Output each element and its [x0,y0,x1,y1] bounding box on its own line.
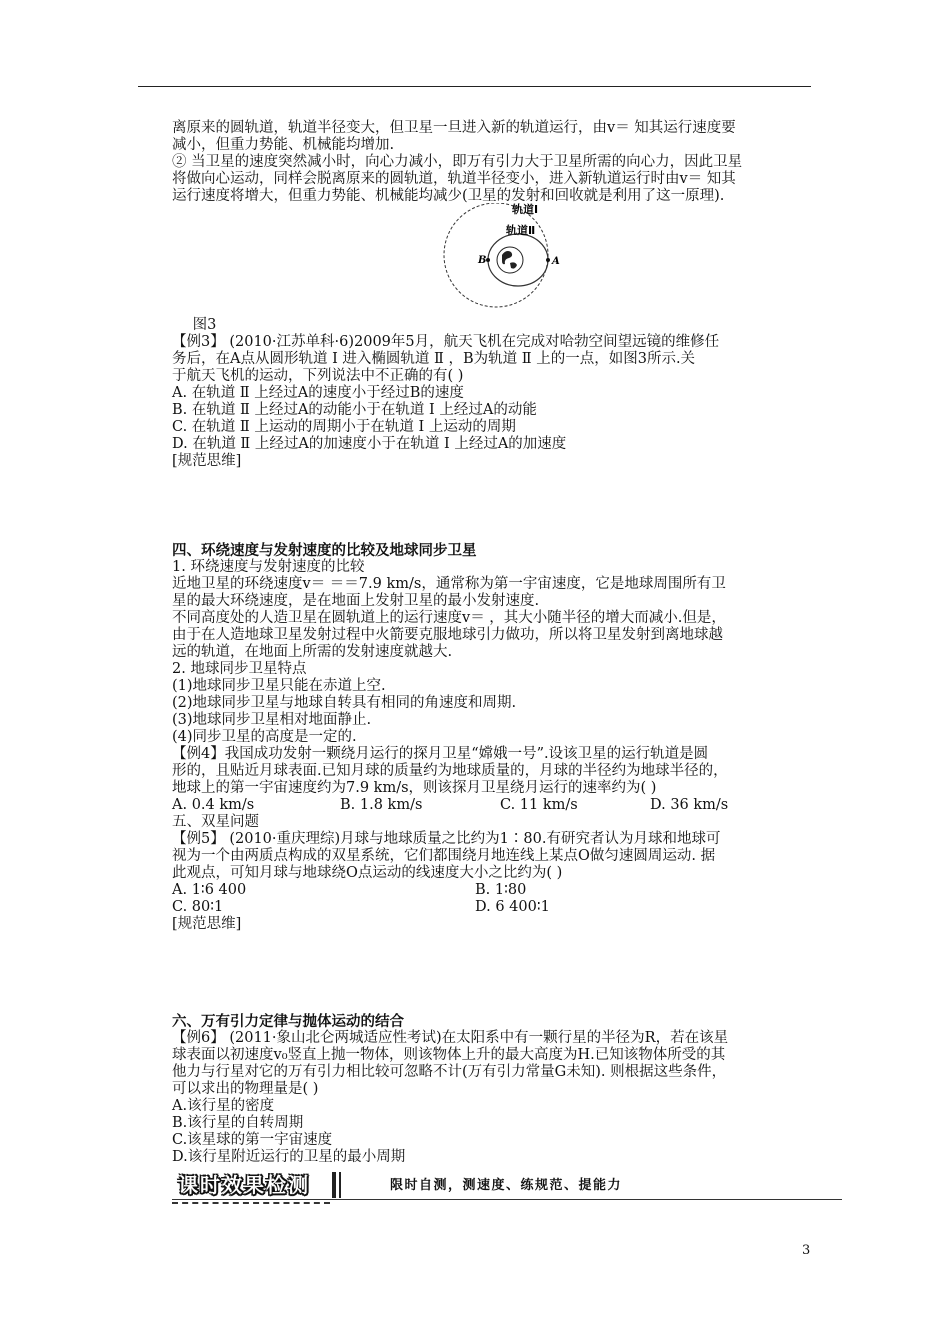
example-line: 他力与行星对它的万有引力相比较可忽略不计(万有引力常量G未知). 则根据这些条件， [172,1064,727,1080]
option-line: B.该行星的自转周期 [172,1115,304,1131]
text-line: (3)地球同步卫星相对地面静止. [172,712,372,728]
orbit-diagram [440,203,560,315]
option-line: B. 在轨道 Ⅱ 上经过A的动能小于在轨道 Ⅰ 上经过A的动能 [172,402,537,418]
option-line: A. 在轨道 Ⅱ 上经过A的速度小于经过B的速度 [172,385,464,401]
option-line: C. 在轨道 Ⅱ 上运动的周期小于在轨道 Ⅰ 上运动的周期 [172,419,516,435]
option: A. 0.4 km/s [172,797,255,813]
example-line: 务后，在A点从圆形轨道 Ⅰ 进入椭圆轨道 Ⅱ ，B为轨道 Ⅱ 上的一点，如图3所示.关 [172,351,696,367]
page-number: 3 [802,1243,811,1258]
example-line: 【例6】 (2011·象山北仑两城适应性考试)在太阳系中有一颗行星的半径为R，若在该星 [172,1030,729,1046]
section-heading: 四、环绕速度与发射速度的比较及地球同步卫星 [172,542,477,559]
text-line: 不同高度处的人造卫星在圆轨道上的运行速度v＝ ，其大小随半径的增大而减小.但是， [172,610,726,626]
example-line: 视为一个由两质点构成的双星系统，它们都围绕月地连线上某点O做匀速圆周运动. 据 [172,848,716,864]
text-line: 星的最大环绕速度，是在地面上发射卫星的最小发射速度. [172,593,540,609]
option: B. 1.8 km/s [340,797,423,813]
orbit-figure [172,205,822,317]
option-grid [172,882,822,916]
option-line: C.该星球的第一宇宙速度 [172,1132,333,1148]
text-line: ② 当卫星的速度突然减小时，向心力减小，即万有引力大于卫星所需的向心力，因此卫星 [172,154,743,170]
example-line: 地球上的第一宇宙速度约为7.9 km/s，则该探月卫星绕月运行的速率约为( ) [172,780,657,796]
banner-baseline [172,1199,842,1200]
option: D. 6 400∶1 [475,899,550,915]
orbit-1-circle [444,203,548,307]
page-content [172,120,822,1166]
text-line: 运行速度将增大，但重力势能、机械能均减少(卫星的发射和回收就是利用了这一原理). [172,188,725,204]
section-heading: 五、双星问题 [172,814,259,830]
example-line: 【例3】 (2010·江苏单科·6)2009年5月，航天飞机在完成对哈勃空间望远镜的维修任 [172,334,720,350]
section-heading: 六、万有引力定律与抛体运动的结合 [172,1013,404,1030]
option-row [172,797,822,814]
option: D. 36 km/s [650,797,729,813]
point-a-label: A [552,256,560,267]
option-line: D. 在轨道 Ⅱ 上经过A的加速度小于在轨道 Ⅰ 上经过A的加速度 [172,436,567,452]
text-line: 2. 地球同步卫星特点 [172,661,307,677]
orbit-1-label: 轨道Ⅰ [512,203,539,216]
figure-caption: 图3 [192,317,217,333]
banner-divider [339,1172,341,1198]
text-line: 由于在人造地球卫星发射过程中火箭要克服地球引力做功，所以将卫星发射到离地球越 [172,627,723,643]
text-line: 1. 环绕速度与发射速度的比较 [172,559,365,575]
example-line: 【例5】 (2010·重庆理综)月球与地球质量之比约为1∶80.有研究者认为月球和地球可 [172,831,721,847]
thinking-label: [规范思维] [172,453,242,469]
example-line: 形的，且贴近月球表面.已知月球的质量约为地球质量的，月球的半径约为地球半径的， [172,763,728,779]
text-line: 远的轨道，在地面上所需的发射速度就越大. [172,644,453,660]
orbit-2-label: 轨道Ⅱ [506,224,536,237]
example-line: 此观点，可知月球与地球绕O点运动的线速度大小之比约为( ) [172,865,563,881]
example-line: 球表面以初速度v₀竖直上抛一物体，则该物体上升的最大高度为H.已知该物体所受的其 [172,1047,726,1063]
text-line: 减小，但重力势能、机械能均增加. [172,137,395,153]
option-line: D.该行星附近运行的卫星的最小周期 [172,1149,406,1165]
banner-divider [332,1172,336,1198]
banner-slogan: 限时自测，测速度、练规范、提能力 [390,1178,623,1193]
point-b-dot [486,258,490,262]
text-line: 将做向心运动，同样会脱离原来的圆轨道，轨道半径变小，进入新轨道运行时由v＝ 知其 [172,171,736,187]
banner-dashline [172,1202,330,1204]
thinking-label: [规范思维] [172,916,242,932]
option: C. 80∶1 [172,899,224,915]
option: C. 11 km/s [500,797,578,813]
option-line: A.该行星的密度 [172,1098,275,1114]
point-b-label: B [478,255,487,266]
example-line: 【例4】我国成功发射一颗绕月运行的探月卫星“嫦娥一号”.设该卫星的运行轨道是圆 [172,746,709,762]
earth-icon [497,247,523,273]
example-line: 于航天飞机的运动，下列说法中不正确的有( ) [172,368,464,384]
text-line: (2)地球同步卫星与地球自转具有相同的角速度和周期. [172,695,517,711]
header-rule [138,86,811,87]
text-line: 近地卫星的环绕速度v＝ ＝＝7.9 km/s，通常称为第一宇宙速度，它是地球周围所有卫 [172,576,726,592]
banner-title: 课时效果检测 [178,1173,310,1197]
example-line: 可以求出的物理量是( ) [172,1081,319,1097]
section-banner [172,1172,842,1202]
text-line: (1)地球同步卫星只能在赤道上空. [172,678,386,694]
option: B. 1∶80 [475,882,527,898]
text-line: 离原来的圆轨道，轨道半径变大，但卫星一旦进入新的轨道运行，由v＝ 知其运行速度要 [172,120,736,136]
option: A. 1∶6 400 [172,882,247,898]
text-line: (4)同步卫星的高度是一定的. [172,729,357,745]
point-a-dot [546,258,550,262]
